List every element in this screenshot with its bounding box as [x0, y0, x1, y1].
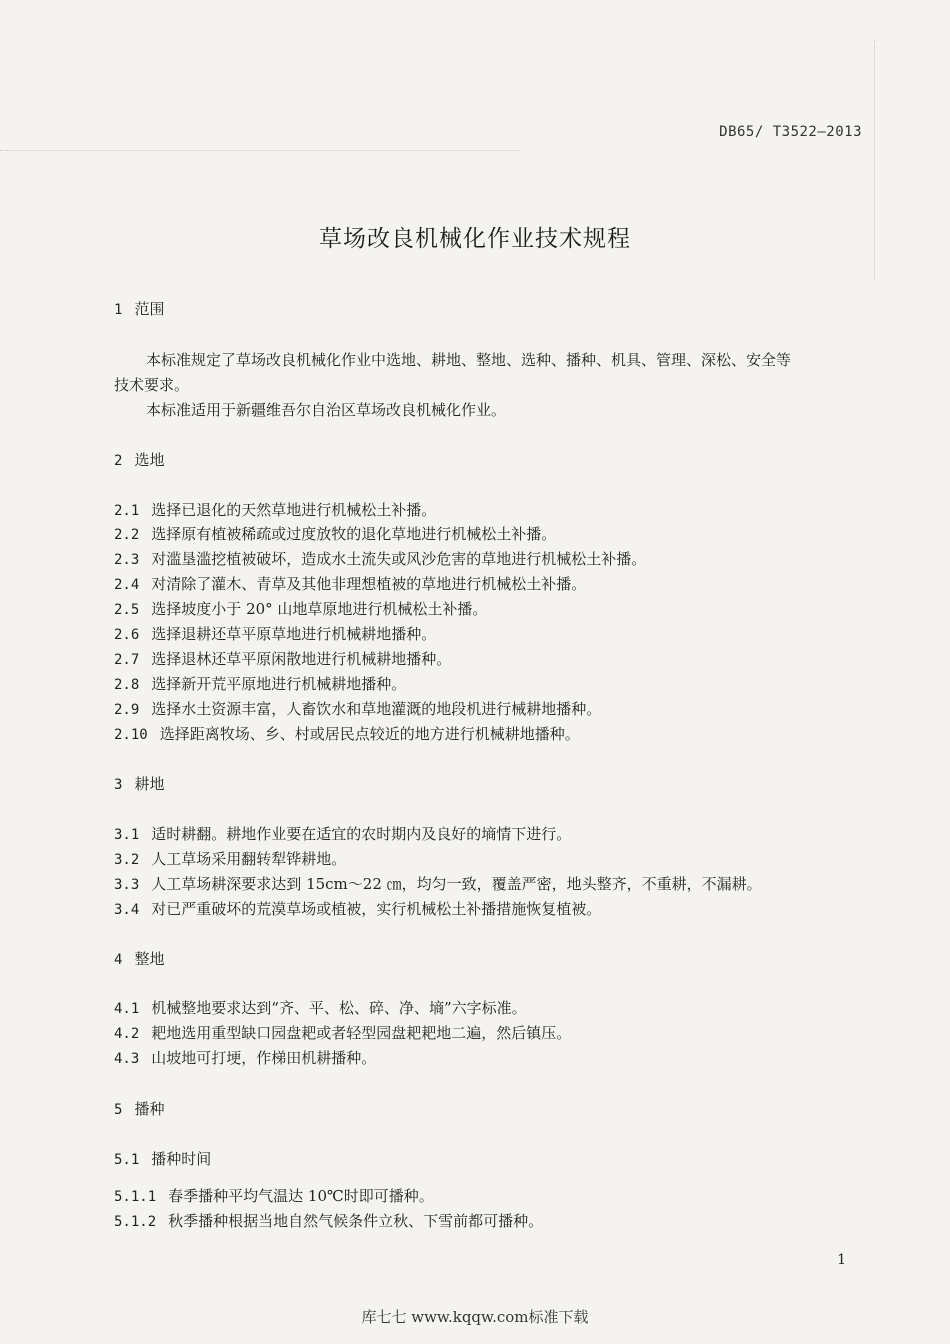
item-text: 选择新开荒平原地进行机械耕地播种。 — [151, 675, 407, 693]
item-text: 选择已退化的天然草地进行机械松土补播。 — [151, 501, 437, 519]
section-heading — [114, 948, 164, 969]
item-number: 3.2 — [114, 852, 140, 868]
list-item — [114, 997, 527, 1018]
item-number: 2.3 — [114, 552, 140, 568]
section-number: 2 — [114, 453, 123, 469]
section-heading — [114, 449, 164, 470]
list-item — [114, 1022, 571, 1043]
item-text: 对清除了灌木、青草及其他非理想植被的草地进行机械松土补播。 — [151, 575, 587, 593]
item-text: 适时耕翻。耕地作业要在适宜的农时期内及良好的墒情下进行。 — [151, 825, 572, 843]
item-text: 秋季播种根据当地自然气候条件立秋、下雪前都可播种。 — [168, 1212, 544, 1230]
item-text: 选择坡度小于 20° 山地草原地进行机械松土补播。 — [151, 600, 488, 618]
item-text: 选择退耕还草平原草地进行机械耕地播种。 — [151, 625, 437, 643]
section-number: 4 — [114, 952, 123, 968]
paragraph-continuation: 技术要求。 — [114, 376, 190, 394]
list-item — [114, 1185, 434, 1206]
list-item — [114, 598, 487, 619]
item-number: 4.3 — [114, 1051, 140, 1067]
page-number: 1 — [837, 1252, 846, 1268]
item-number: 2.8 — [114, 677, 140, 693]
item-number: 2.4 — [114, 577, 140, 593]
item-text: 春季播种平均气温达 10℃时即可播种。 — [168, 1187, 434, 1205]
list-item — [114, 848, 346, 869]
list-item — [114, 623, 436, 644]
list-item — [114, 898, 601, 919]
list-item — [114, 698, 601, 719]
section-number: 5 — [114, 1102, 123, 1118]
list-item — [114, 1047, 376, 1068]
subsection-title: 播种时间 — [151, 1150, 212, 1168]
page-title: 草场改良机械化作业技术规程 — [319, 226, 631, 252]
item-number: 3.3 — [114, 877, 140, 893]
watermark-footer: 库七七 www.kqqw.com标准下载 — [361, 1308, 589, 1326]
item-text: 机械整地要求达到“齐、平、松、碎、净、墒”六字标准。 — [151, 999, 527, 1017]
item-number: 4.2 — [114, 1026, 140, 1042]
list-item — [114, 499, 436, 520]
item-number: 5.1.2 — [114, 1214, 157, 1230]
subsection-heading — [114, 1148, 211, 1169]
subsection-number: 5.1 — [114, 1152, 140, 1168]
item-text: 山坡地可打埂，作梯田机耕播种。 — [151, 1049, 377, 1067]
section-heading — [114, 773, 164, 794]
item-number: 3.4 — [114, 902, 140, 918]
item-text: 选择距离牧场、乡、村或居民点较近的地方进行机械耕地播种。 — [159, 725, 580, 743]
scan-artifact-line — [0, 150, 520, 152]
list-item — [114, 573, 586, 594]
item-number: 2.2 — [114, 527, 140, 543]
list-item — [114, 1210, 543, 1231]
item-number: 2.1 — [114, 503, 140, 519]
list-item — [114, 723, 580, 744]
standard-code: DB65/ T3522—2013 — [719, 124, 862, 140]
item-number: 2.6 — [114, 627, 140, 643]
item-number: 5.1.1 — [114, 1189, 157, 1205]
section-title: 耕地 — [134, 775, 165, 793]
item-number: 2.7 — [114, 652, 140, 668]
paragraph: 本标准适用于新疆维吾尔自治区草场改良机械化作业。 — [146, 401, 507, 419]
item-number: 2.10 — [114, 727, 148, 743]
item-text: 人工草场耕深要求达到 15cm～22 ㎝，均匀一致，覆盖严密，地头整齐，不重耕，不漏耕。 — [151, 875, 762, 893]
item-text: 人工草场采用翻转犁铧耕地。 — [151, 850, 347, 868]
section-heading — [114, 298, 164, 319]
list-item — [114, 823, 571, 844]
item-text: 耙地选用重型缺口园盘耙或者轻型园盘耙耙地二遍，然后镇压。 — [151, 1024, 572, 1042]
item-number: 3.1 — [114, 827, 140, 843]
section-title: 播种 — [134, 1100, 165, 1118]
section-heading — [114, 1098, 164, 1119]
item-text: 对已严重破坏的荒漠草场或植被，实行机械松土补播措施恢复植被。 — [151, 900, 602, 918]
item-text: 对滥垦滥挖植被破坏，造成水土流失或风沙危害的草地进行机械松土补播。 — [151, 550, 647, 568]
item-number: 2.9 — [114, 702, 140, 718]
list-item — [114, 523, 556, 544]
list-item — [114, 873, 762, 894]
item-number: 2.5 — [114, 602, 140, 618]
item-number: 4.1 — [114, 1001, 140, 1017]
item-text: 选择退林还草平原闲散地进行机械耕地播种。 — [151, 650, 452, 668]
item-text: 选择水土资源丰富，人畜饮水和草地灌溉的地段机进行械耕地播种。 — [151, 700, 602, 718]
section-title: 范围 — [134, 300, 165, 318]
paragraph: 本标准规定了草场改良机械化作业中选地、耕地、整地、选种、播种、机具、管理、深松、安全等 — [146, 351, 792, 369]
section-number: 1 — [114, 302, 123, 318]
list-item — [114, 673, 406, 694]
item-text: 选择原有植被稀疏或过度放牧的退化草地进行机械松土补播。 — [151, 525, 557, 543]
section-number: 3 — [114, 777, 123, 793]
list-item — [114, 548, 646, 569]
list-item — [114, 648, 451, 669]
section-title: 选地 — [134, 451, 165, 469]
section-title: 整地 — [134, 950, 165, 968]
